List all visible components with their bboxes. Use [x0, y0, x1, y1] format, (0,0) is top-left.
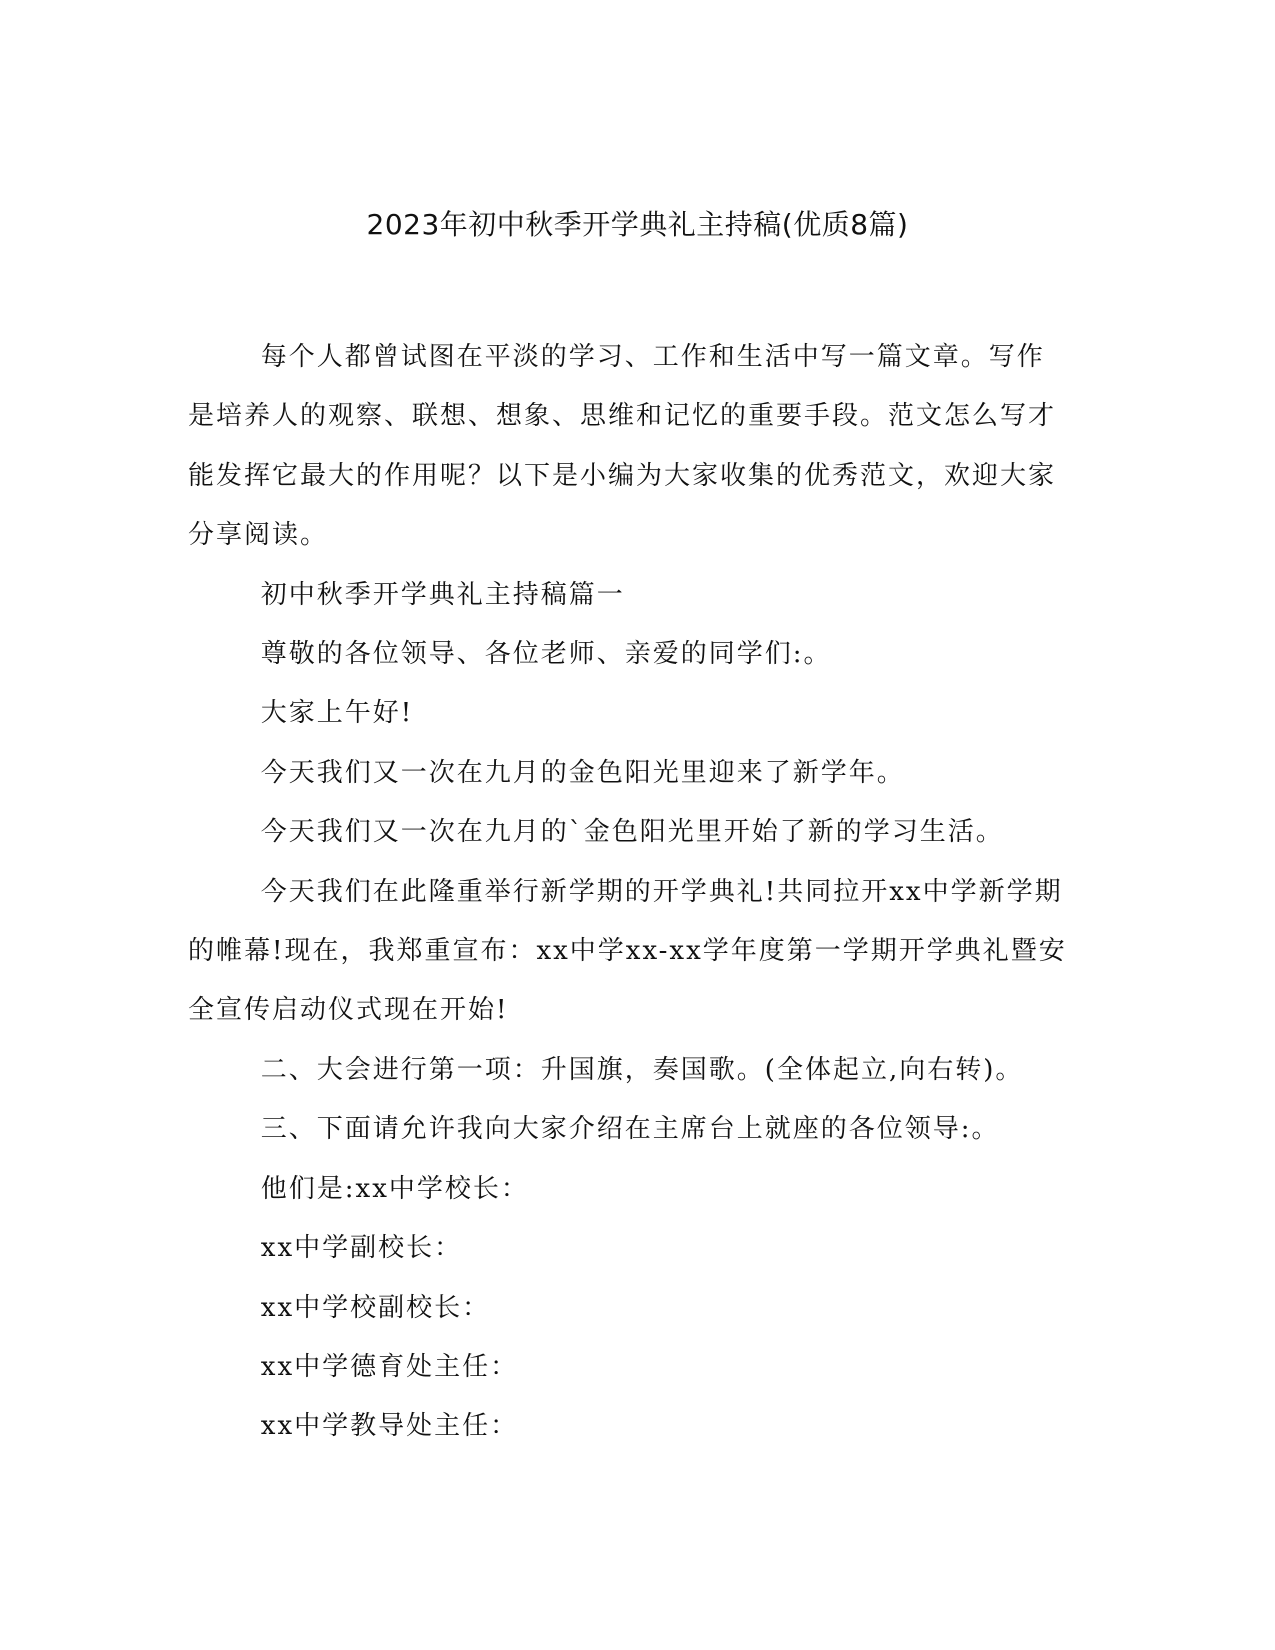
paragraph-salutation: 尊敬的各位领导、各位老师、亲爱的同学们:。: [260, 639, 832, 670]
list-item: xx中学教导处主任：: [260, 1411, 519, 1442]
list-item: xx中学校副校长：: [260, 1292, 491, 1323]
paragraph: 三、下面请允许我向大家介绍在主席台上就座的各位领导:。: [260, 1114, 1000, 1145]
paragraph-greeting: 大家上午好!: [260, 698, 414, 729]
list-item: xx中学德育处主任：: [260, 1351, 519, 1382]
list-item: xx中学副校长：: [260, 1233, 463, 1264]
paragraph: 今天我们在此隆重举行新学期的开学典礼!共同拉开xx中学新学期的帷幕!现在，我郑重宣布：xx中学xx-xx学年度第一学期开学典礼暨安全宣传启动仪式现在开始!: [188, 876, 1067, 1026]
paragraph: 今天我们又一次在九月的`金色阳光里开始了新的学习生活。: [260, 817, 1004, 848]
document-body: [188, 328, 1068, 1457]
section-heading: 初中秋季开学典礼主持稿篇一: [260, 579, 625, 610]
paragraph-intro: 每个人都曾试图在平淡的学习、工作和生活中写一篇文章。写作是培养人的观察、联想、想象、思维和记忆的重要手段。范文怎么写才能发挥它最大的作用呢？以下是小编为大家收集的优秀范文，欢迎大家分享阅读。: [188, 342, 1057, 551]
list-item: 他们是:xx中学校长：: [260, 1173, 529, 1204]
document-title: 2023年初中秋季开学典礼主持稿(优质8篇): [366, 208, 909, 241]
paragraph: 今天我们又一次在九月的金色阳光里迎来了新学年。: [260, 757, 905, 788]
paragraph: 二、大会进行第一项：升国旗，奏国歌。(全体起立,向右转)。: [260, 1054, 1024, 1085]
